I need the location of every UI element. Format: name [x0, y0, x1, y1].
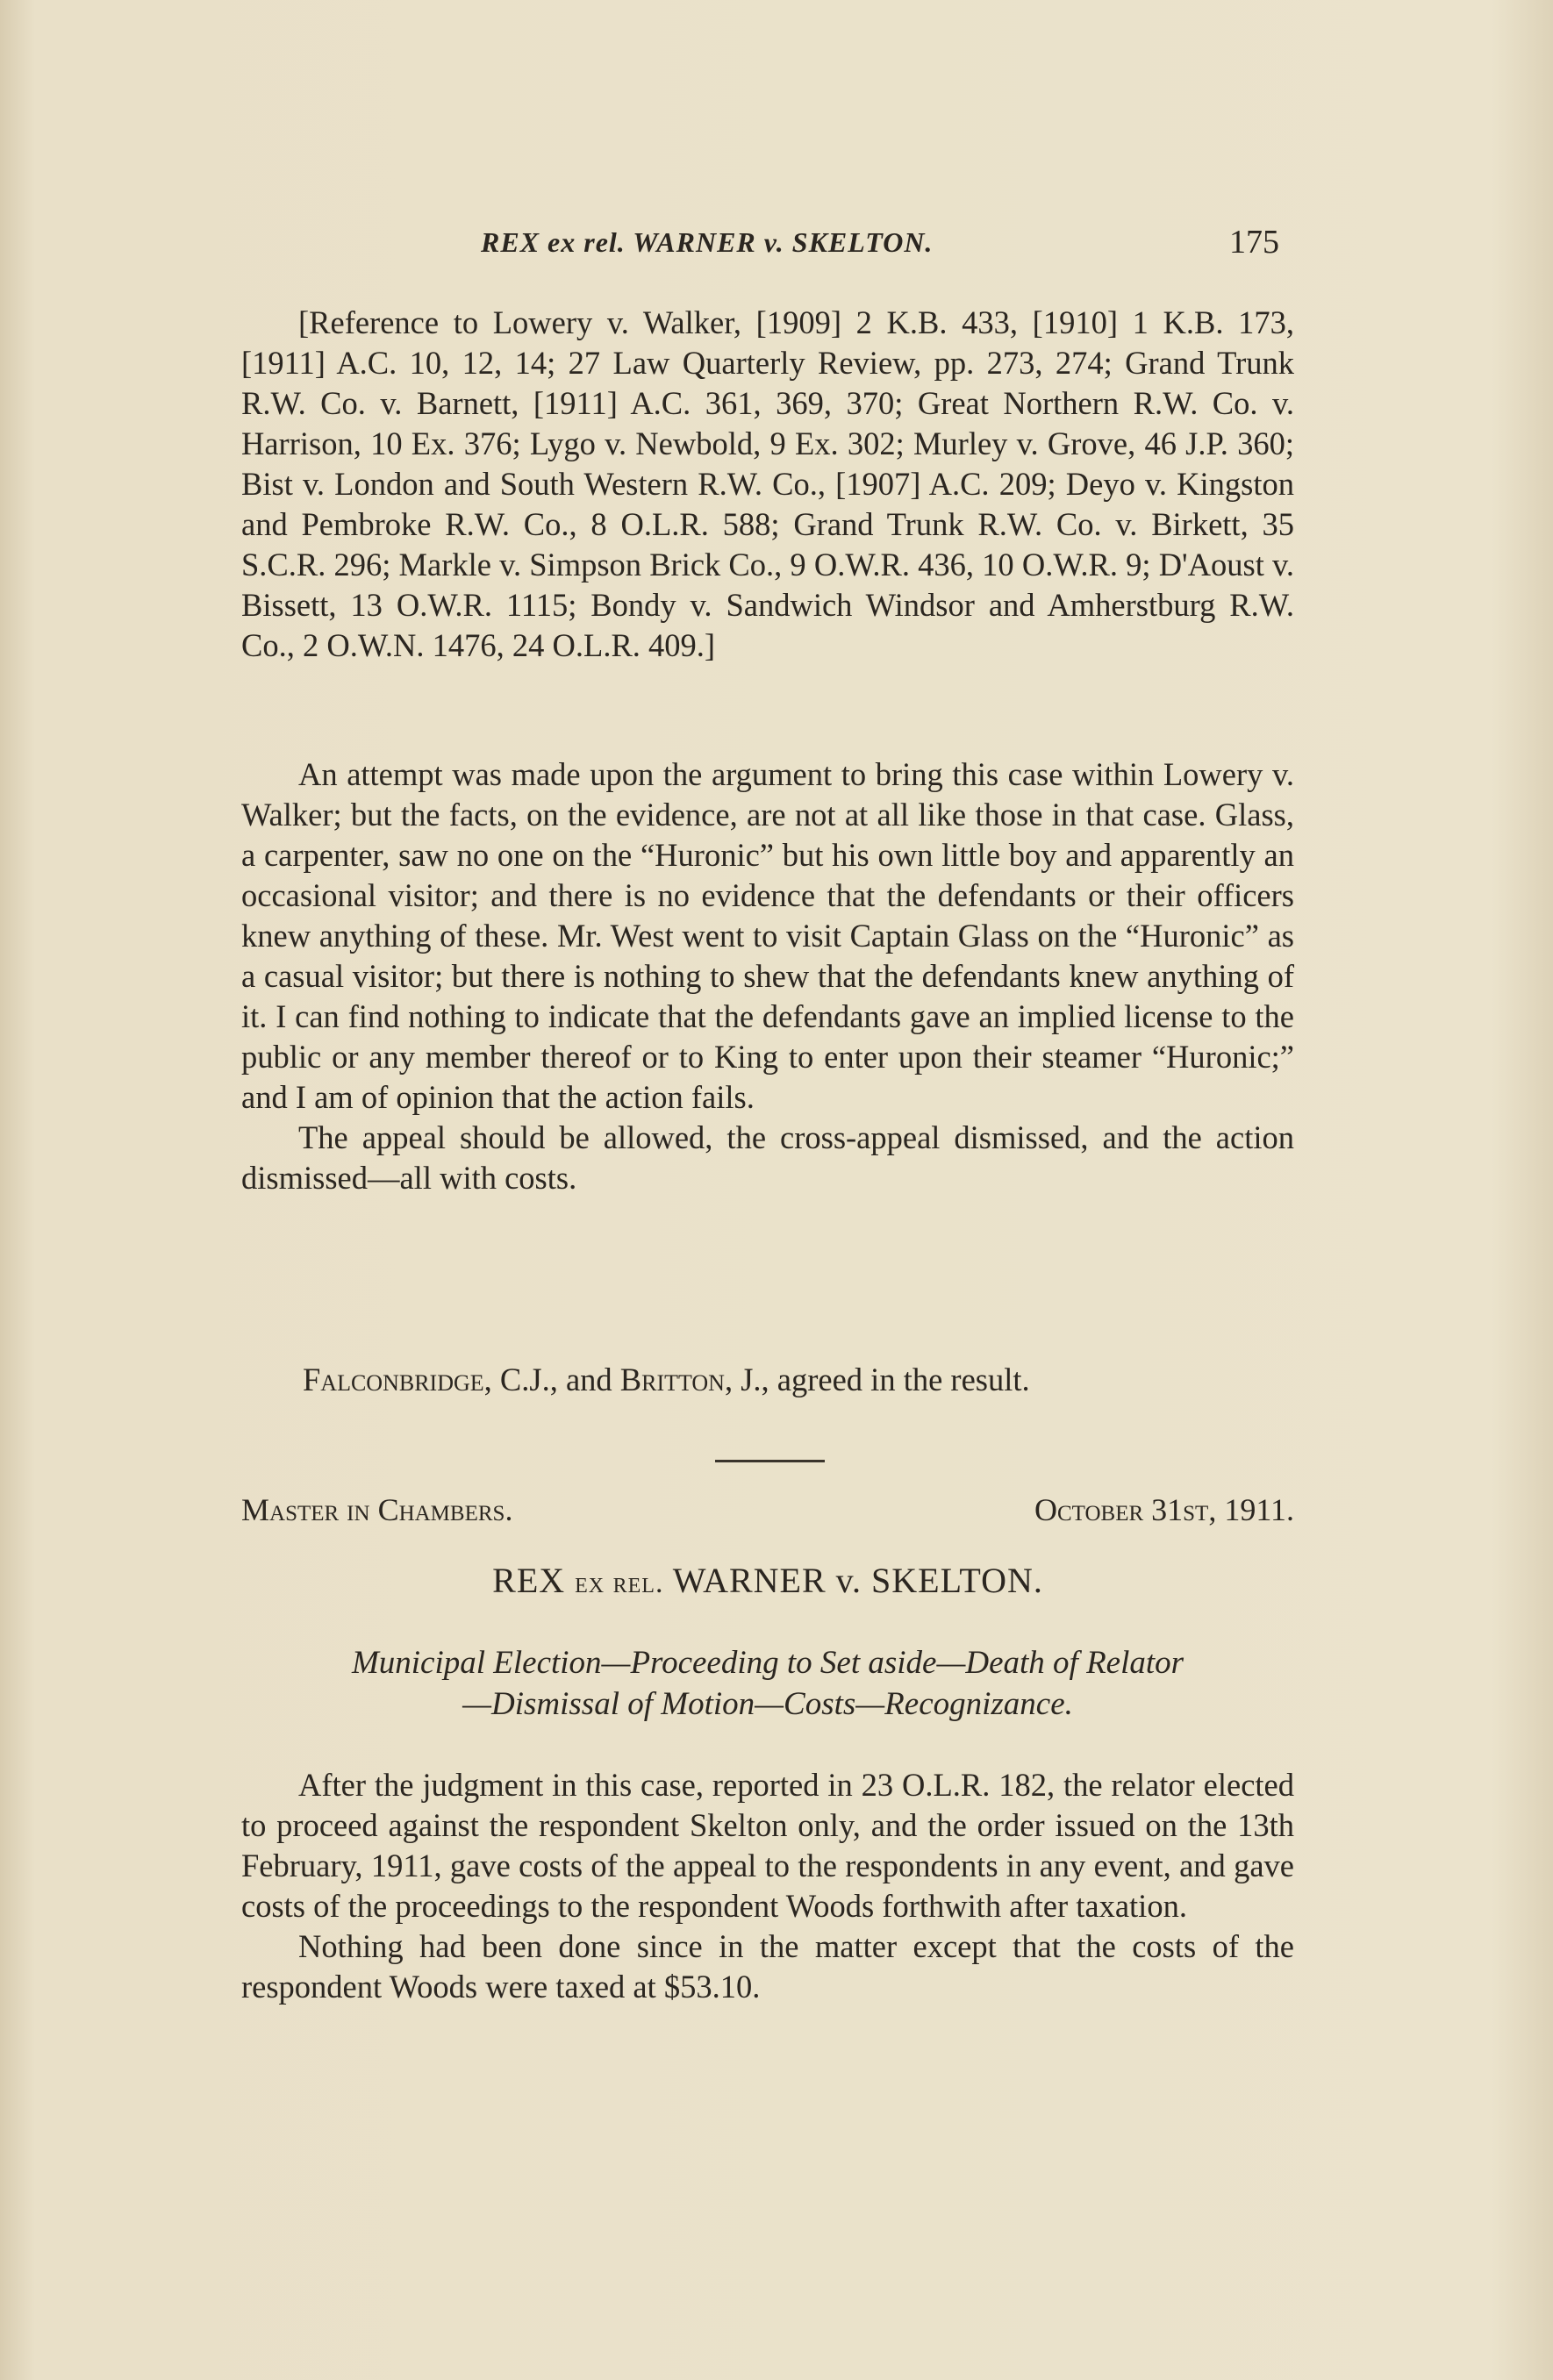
concurrence-text: [241, 1360, 1294, 1400]
court-name: Master in Chambers.: [241, 1492, 513, 1527]
case-title-part: REX: [492, 1561, 576, 1600]
body-paragraph: The appeal should be allowed, the cross-appeal dismissed, and the action dismissed—all with costs.: [241, 1119, 1294, 1196]
judge-name: Britton: [619, 1362, 725, 1397]
case-title-part: WARNER v. SKELTON.: [663, 1561, 1043, 1600]
running-head: REX ex rel. WARNER v. SKELTON.: [481, 226, 934, 258]
case-body: [241, 1765, 1294, 2007]
reference-text: [Reference to Lowery v. Walker, [1909] 2 K.B. 433, [1910] 1 K.B. 173, [1911] A.C. 10, 12, 14; 27 Law Quarterly Review, pp. 273, 274; Grand Trunk R.W. Co. v. Barnett, [1911] A.C. 361, 369, 370; Great Northern R.W. Co. v. Harrison, 10 Ex. 376; Lygo v. Newbold, 9 Ex. 302; Murley v. Grove, 46 J.P. 360; Bist v. London and South Western R.W. Co., [1907] A.C. 209; Deyo v. Kingston and Pembroke R.W. Co., 8 O.L.R. 588; Grand Trunk R.W. Co. v. Birkett, 35 S.C.R. 296; Markle v. Simpson Brick Co., 9 O.W.R. 436, 10 O.W.R. 9; D'Aoust v. Bissett, 13 O.W.R. 1115; Bondy v. Sandwich Windsor and Amherstburg R.W. Co., 2 O.W.N. 1476, 24 O.L.R. 409.]: [241, 304, 1294, 663]
concurrence-rest: , J., agreed in the result.: [724, 1362, 1030, 1397]
section-divider: [715, 1460, 825, 1462]
page-header: [481, 226, 1279, 270]
headnote-line: —Dismissal of Motion—Costs—Recognizance.: [462, 1686, 1073, 1722]
decision-date: October 31st, 1911.: [1034, 1492, 1294, 1527]
headnote: [241, 1642, 1294, 1725]
judge-name: Falconbridge: [303, 1362, 484, 1397]
judge-title: , C.J., and: [483, 1362, 620, 1397]
headnote-line: Municipal Election—Proceeding to Set aside—Death of Relator: [351, 1645, 1184, 1681]
case-paragraph: After the judgment in this case, reported in 23 O.L.R. 182, the relator elected to proceed against the respondent Skelton only, and the order issued on the 13th February, 1911, gave costs of the appeal to the respondents in any event, and gave costs of the proceedings to the respondent Woods forthwith after taxation.: [241, 1767, 1294, 1924]
judgment-body: [241, 754, 1294, 1198]
concurrence-line: [241, 1360, 1294, 1400]
case-paragraph: Nothing had been done since in the matter except that the costs of the respondent Woods were taxed at $53.10.: [241, 1928, 1294, 2005]
page-number: 175: [1229, 224, 1279, 261]
case-title: [241, 1560, 1294, 1601]
court-line: [241, 1491, 1294, 1535]
body-paragraph: An attempt was made upon the argument to bring this case within Lowery v. Walker; but the facts, on the evidence, are not at all like those in that case. Glass, a carpenter, saw no one on the “Huronic” but his own little boy and apparently an occasional visitor; and there is no evidence that the defendants or their officers knew anything of these. Mr. West went to visit Captain Glass on the “Huronic” as a casual visitor; but there is nothing to shew that the defendants knew anything of it. I can find nothing to indicate that the defendants gave an implied license to the public or any member thereof or to King to enter upon their steamer “Huronic;” and I am of opinion that the action fails.: [241, 756, 1294, 1115]
references-paragraph: [241, 303, 1294, 666]
case-title-part: ex rel.: [575, 1567, 664, 1599]
